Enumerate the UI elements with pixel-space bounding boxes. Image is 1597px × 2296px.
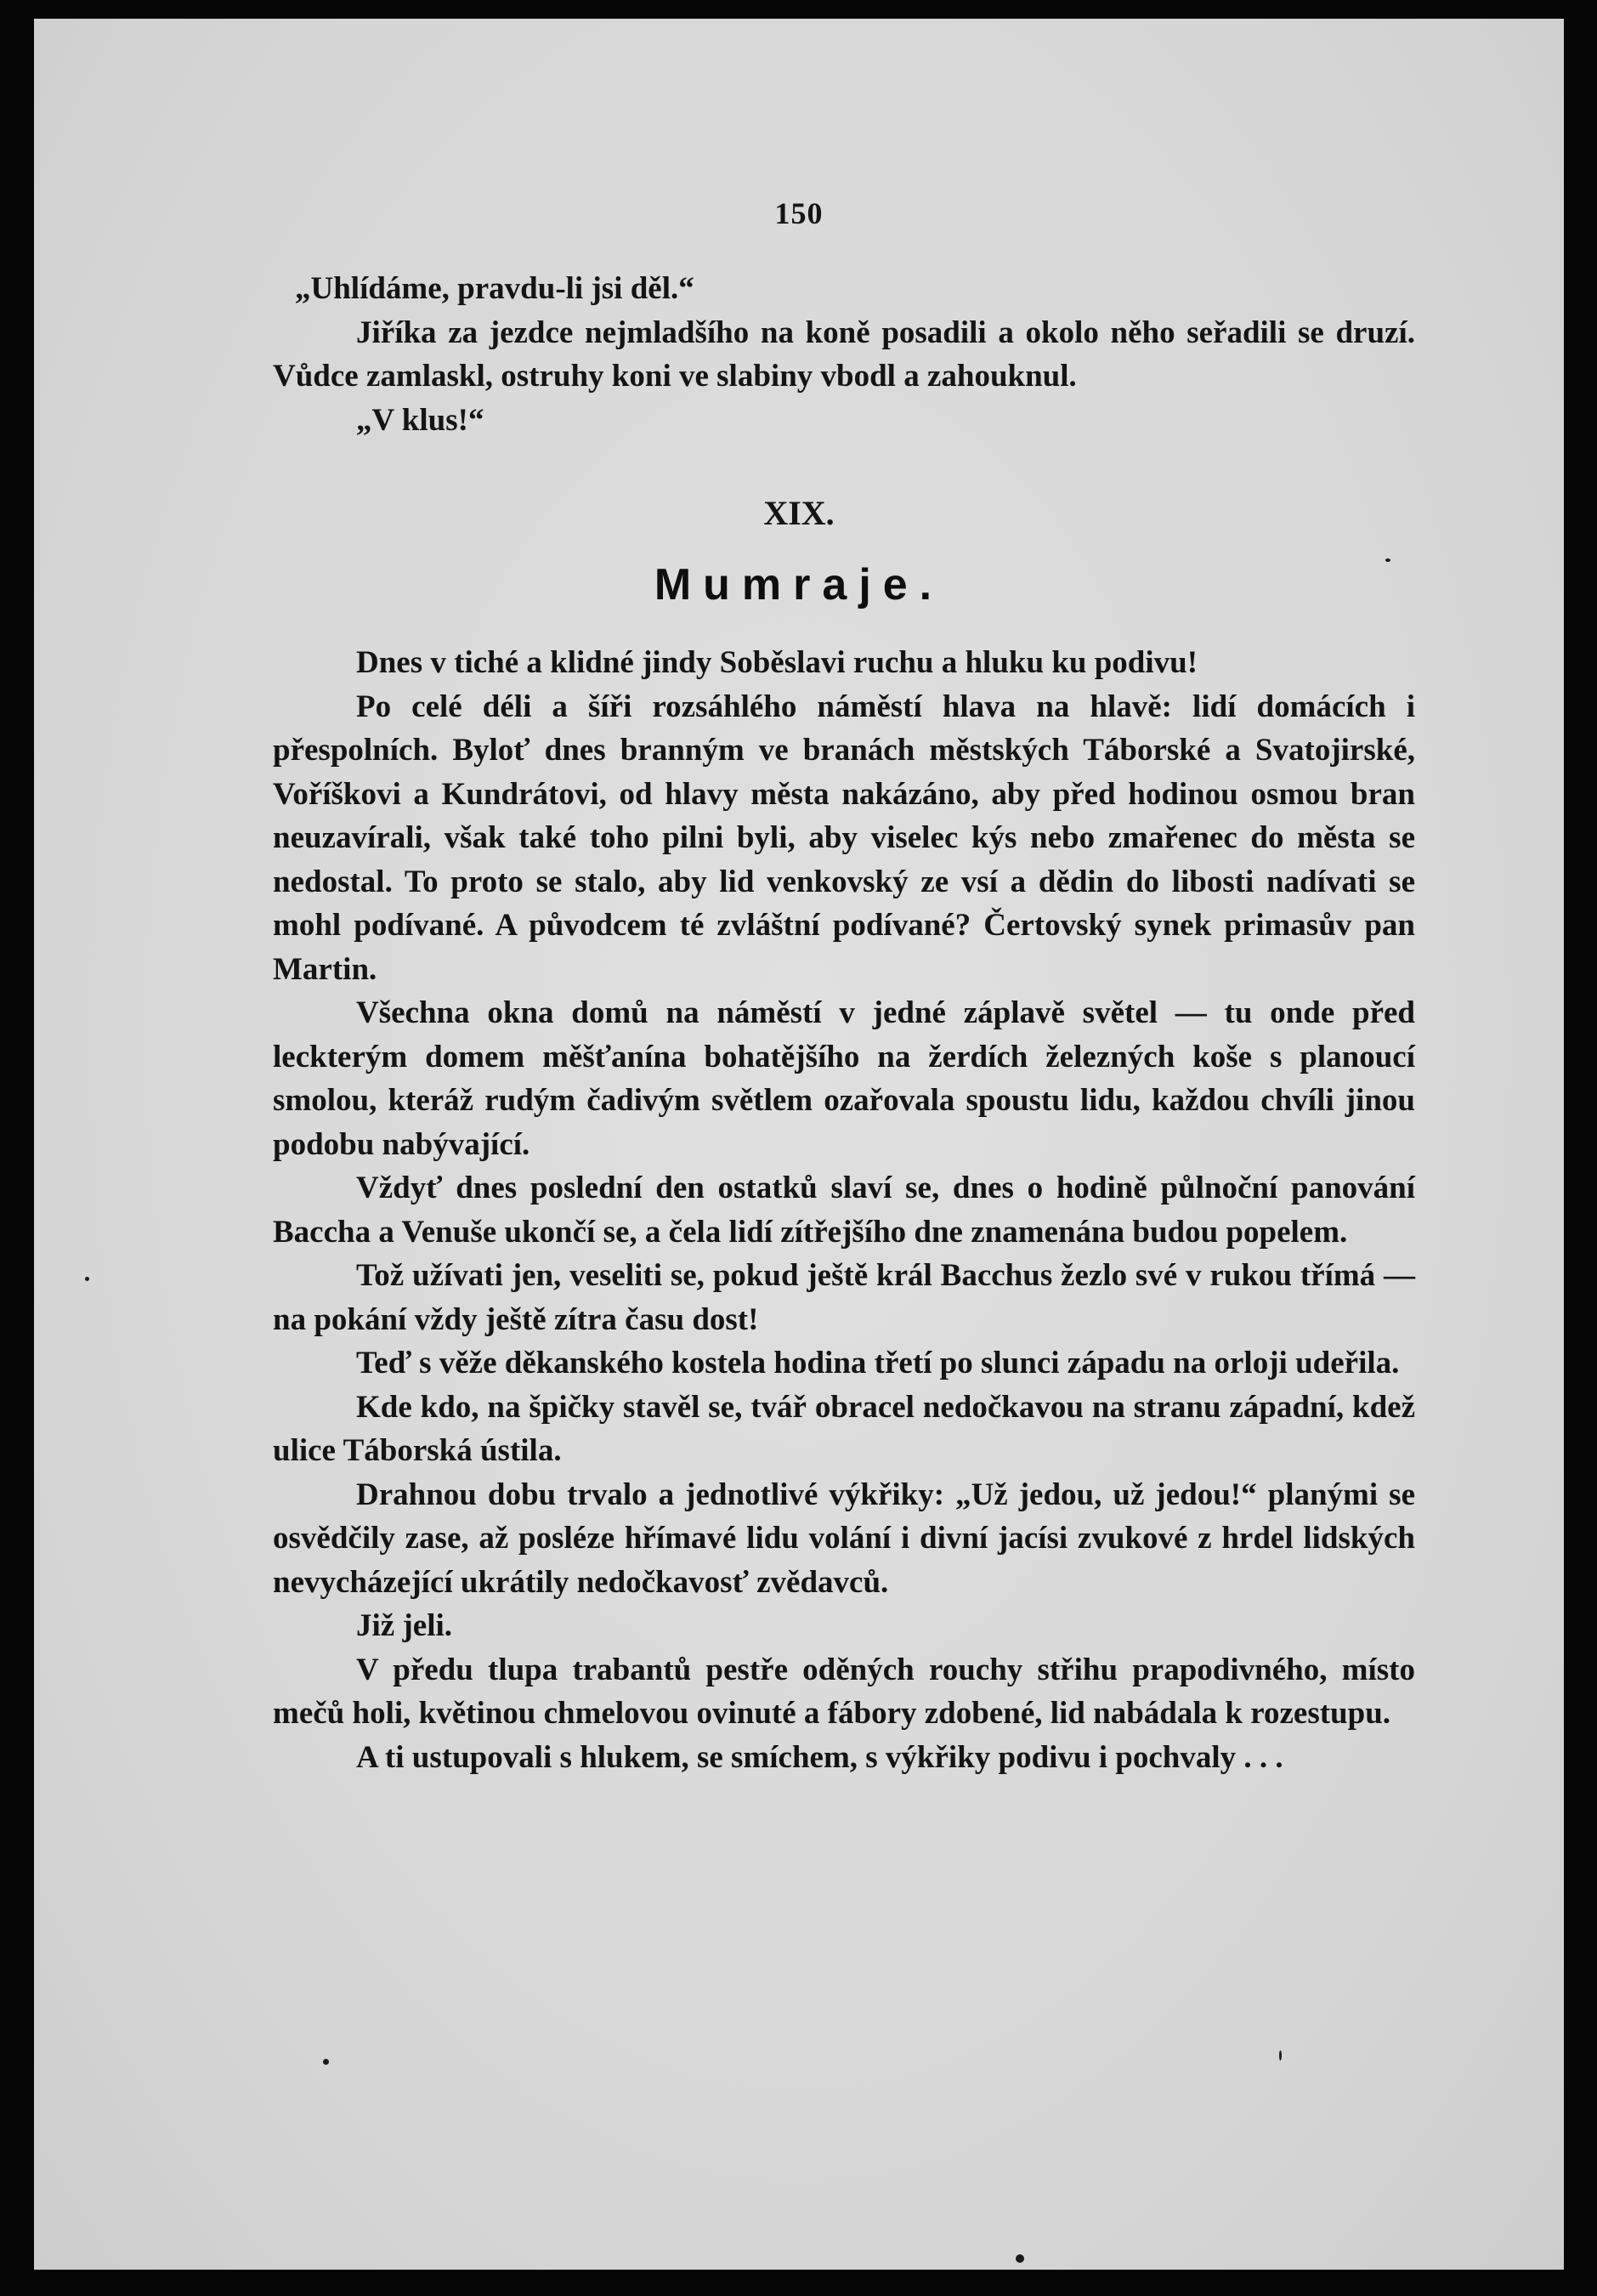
intro-text xyxy=(273,267,1415,442)
scan-speck xyxy=(323,2059,329,2065)
chapter-number: XIX. xyxy=(763,494,835,532)
body-paragraph: V předu tlupa trabantů pestře oděných rouchy střihu prapodivného, místo mečů holi, květinou chmelovou ovinuté a fábory zdobené, lid nabádala k rozestupu. xyxy=(273,1652,1415,1731)
body-paragraph: Teď s věže děkanského kostela hodina třetí po slunci západu na orloji udeřila. xyxy=(356,1346,1400,1380)
body-paragraph: Vždyť dnes poslední den ostatků slaví se, dnes o hodině půlnoční panování Baccha a Venuše ukončí se, a čela lidí zítřejšího dne znamenána budou popelem. xyxy=(273,1171,1415,1250)
body-paragraph: Tož užívati jen, veseliti se, pokud ještě král Bacchus žezlo své v rukou třímá — na pokání vždy ještě zítra času dost! xyxy=(273,1258,1415,1337)
scan-speck xyxy=(85,1277,89,1281)
body-paragraph: Po celé déli a šíři rozsáhlého náměstí hlava na hlavě: lidí domácích i přespolních. Byloť dnes branným ve branách městských Táborské a Svatojirské, Voříškovi a Kundrátovi, od hlavy města nakázáno, aby před hodinou osmou bran neuzavírali, však také toho pilni byli, aby viselec kýs nebo zmařenec do města se nedostal. To proto se stalo, aby lid venkovský ze vsí a dědin do libosti nadívati se mohl podívané. A původcem té zvláštní podívané? Čertovský synek primasův pan Martin. xyxy=(273,689,1415,987)
body-paragraph: Kde kdo, na špičky stavěl se, tvář obracel nedočkavou na stranu západní, kdež ulice Táborská ústila. xyxy=(273,1389,1415,1468)
body-paragraph: Všechna okna domů na náměstí v jedné záplavě světel — tu onde před leckterým domem měšťanína bohatějšího na žerdích železných koše s planoucí smolou, kteráž rudým čadivým světlem ozařovala spoustu lidu, každou chvíli jinou podobu nabývající. xyxy=(273,995,1415,1162)
page-number: 150 xyxy=(774,196,824,230)
chapter-body xyxy=(273,641,1415,1779)
intro-paragraph: „Uhlídáme, pravdu-li jsi děl.“ xyxy=(295,271,694,306)
intro-paragraph: „V klus!“ xyxy=(356,402,484,438)
body-paragraph: Již jeli. xyxy=(356,1608,453,1643)
body-paragraph: Dnes v tiché a klidné jindy Soběslavi ruchu a hluku ku podivu! xyxy=(356,645,1198,680)
chapter-title: Mumraje. xyxy=(654,560,944,609)
scan-speck xyxy=(1279,2050,1282,2061)
intro-paragraph: Jiříka za jezdce nejmladšího na koně posadili a okolo něho seřadili se druzí. Vůdce zamlaskl, ostruhy koni ve slabiny vbodl a zahouknul. xyxy=(273,315,1415,394)
book-page xyxy=(34,19,1564,2270)
body-paragraph: A ti ustupovali s hlukem, se smíchem, s výkřiky podivu i pochvaly . . . xyxy=(356,1739,1283,1775)
body-paragraph: Drahnou dobu trvalo a jednotlivé výkřiky: „Už jedou, už jedou!“ planými se osvědčily zase, až posléze hřímavé lidu volání i divní jacísi zvukové z hrdel lidských nevycházející ukrátily nedočkavosť zvědavců. xyxy=(273,1477,1415,1600)
scan-speck xyxy=(1016,2254,1024,2263)
scan-speck xyxy=(1385,558,1390,562)
